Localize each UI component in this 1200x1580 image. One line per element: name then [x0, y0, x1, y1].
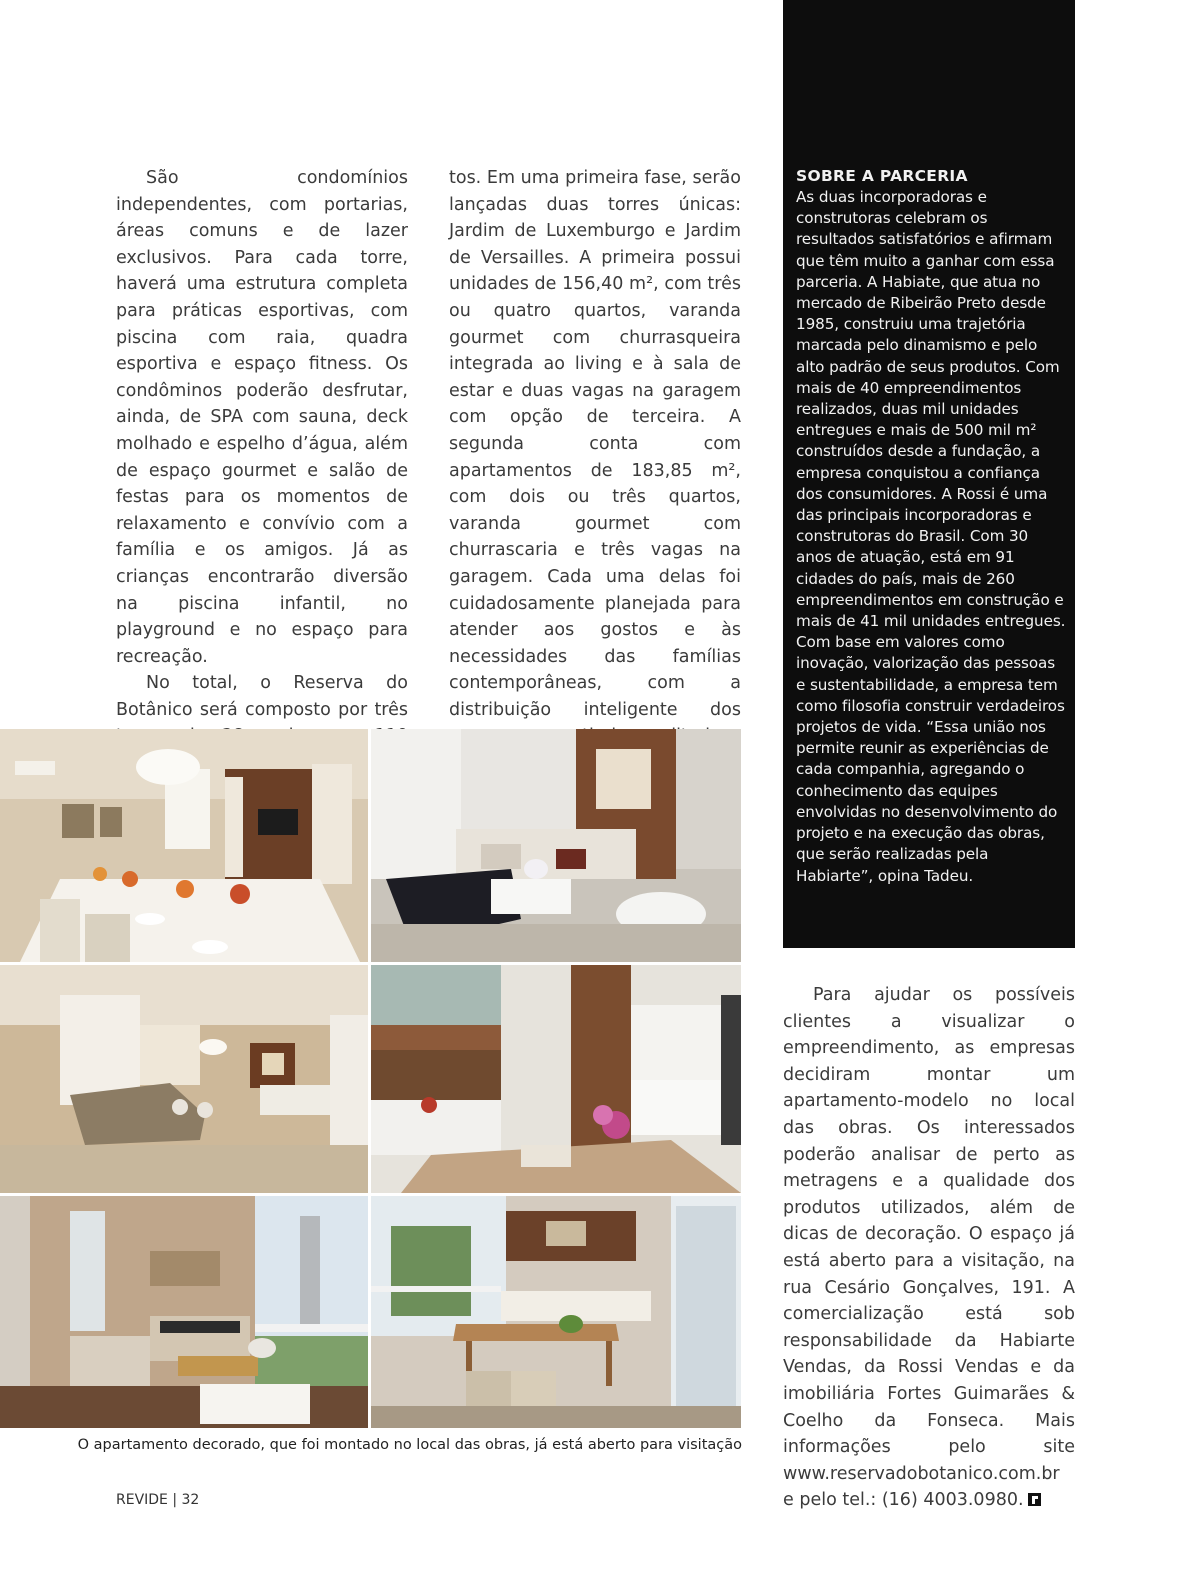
photo-caption: O apartamento decorado, que foi montado no local das obras, já está aberto para visitação: [77, 1437, 742, 1453]
column1-paragraph-2: No total, o Reserva do Botânico será composto por três: [116, 673, 408, 720]
sidebar-box: [783, 0, 1075, 948]
article-column-2: [449, 165, 741, 750]
article-column-3: [783, 982, 1075, 1514]
column1-paragraph-1: São condomínios independentes, com portarias, áreas comuns e de lazer exclusivos. Para cada torre, haverá uma estrutura completa para práticas esportivas, com piscina com raia, quadra esportiva e espaço fitness. Os condôminos poderão desfrutar, ainda, de SPA com sauna, deck molhado e espelho d’água, além de espaço gourmet e salão de festas para os momentos de relaxamento e convívio com a família e os amigos. Já as crianças encontrarão diversão na piscina infantil, no playground e no espaço para recreação.: [116, 168, 408, 667]
column3-paragraph-1: [783, 982, 1075, 1514]
photo-living-room: [371, 729, 741, 962]
photo-balcony: [0, 1196, 368, 1428]
photo-kitchen: [371, 965, 741, 1193]
photo-gourmet-balcony: [371, 1196, 741, 1428]
article-column-1: [116, 165, 408, 777]
sidebar-body: As duas incorporadoras e construtoras celebram os resultados satisfatórios e afirmam que têm muito a ganhar com essa parceria. A Habiate, que atua no mercado de Ribeirão Preto desde 1985, construiu uma trajetória marcada pelo dinamismo e pelo alto padrão de seus produtos. Com mais de 40 empreendimentos realizados, duas mil unidades entregues e mais de 500 mil m² construídos desde a fundação, a empresa conquistou a confiança dos consumidores. A Rossi é uma das principais incorporadoras e construtoras do Brasil. Com 30 anos de atuação, está em 91 cidades do país, mais de 260 empreendimentos em construção e mais de 41 mil unidades entregues. Com base em valores como inovação, valorização das pessoas e sustentabilidade, a empresa tem como filosofia construir verdadeiros projetos de vida. “Essa união nos permite reunir as experiências de cada companhia, agregando o conhecimento das equipes envolvidas no desenvolvimento do projeto e na execução das obras, que serão realizadas pela Habiarte”, opina Tadeu.: [796, 188, 1066, 885]
photo-living-room-sofa: [0, 965, 368, 1193]
column2-paragraph-1: tos. Em uma primeira fase, serão lançadas duas torres únicas: Jardim de Luxemburgo e Jardim de Versailles. A primeira possui unidades de 156,40 m², com três ou quatro quartos, varanda gourmet com churrasqueira integrada ao living e à sala de estar e duas vagas na garagem com opção de terceira. A segunda conta com apartamentos de 183,85 m², com dois ou três quartos, varanda gourmet com churrascaria e três vagas na garagem. Cada uma delas foi cuidadosamente planejada para atender aos gostos e às necessidades das famílias contemporâneas, com a distribuição inteligente dos: [449, 168, 741, 720]
page-footer: REVIDE | 32: [116, 1492, 200, 1508]
end-of-article-icon: [1028, 1493, 1041, 1506]
column3-text: Para ajudar os possíveis clientes a visualizar o empreendimento, as empresas decidiram montar um apartamento-modelo no local das obras. Os interessados poderão analisar de perto as metragens e a qualidade dos produtos utilizados, além de dicas de decoração. O espaço já está aberto para a visitação, na rua Cesário Gonçalves, 191. A comercialização está sob responsabilidade da Habiarte Vendas, da Rossi Vendas e da imobiliária Fortes Guimarães & Coelho da Fonseca. Mais informações pelo site www.reservadobotanico.com.br e pelo tel.: (16) 4003.0980.: [783, 985, 1075, 1511]
sidebar-title: SOBRE A PARCERIA: [796, 167, 968, 185]
photo-dining-room: [0, 729, 368, 962]
